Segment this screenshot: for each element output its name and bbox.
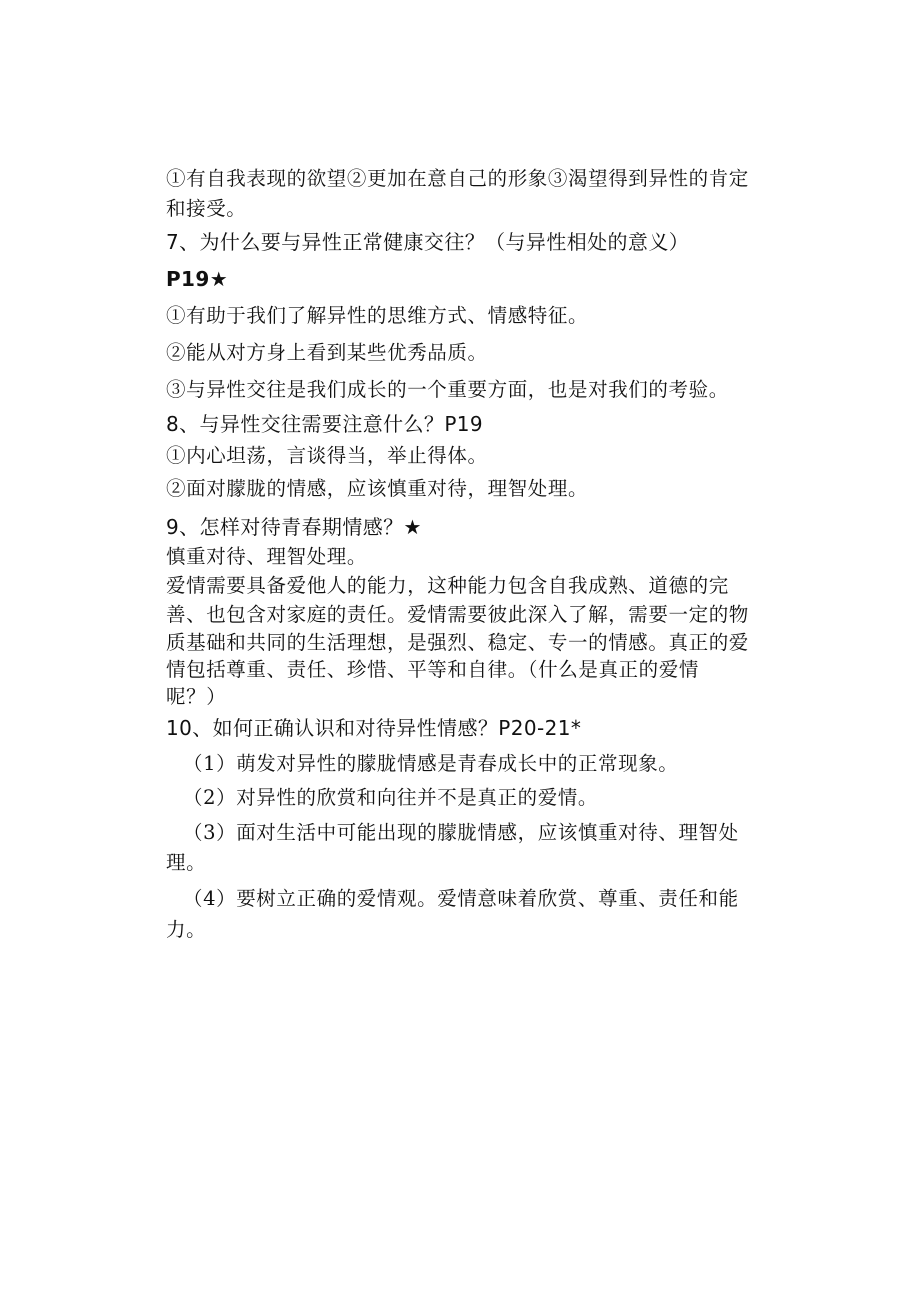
q9-paragraph-line-3: 质基础和共同的生活理想，是强烈、稳定、专一的情感。真正的爱 (166, 631, 749, 654)
q9-paragraph-line-4: 情包括尊重、责任、珍惜、平等和自律。（什么是真正的爱情 (166, 658, 699, 681)
q8-point-2: ②面对朦胧的情感，应该慎重对待，理智处理。 (166, 477, 589, 500)
q9-paragraph-line-5: 呢？） (166, 685, 227, 708)
q10-point-3: （3）面对生活中可能出现的朦胧情感，应该慎重对待、理智处 (183, 821, 739, 844)
q7-point-2: ②能从对方身上看到某些优秀品质。 (166, 341, 488, 364)
q9-paragraph-line-1: 爱情需要具备爱他人的能力，这种能力包含自我成熟、道德的完 (166, 574, 729, 597)
q10-point-2: （2）对异性的欣赏和向往并不是真正的爱情。 (183, 786, 599, 809)
q9-answer: 慎重对待、理智处理。 (166, 545, 368, 568)
q7-point-1: ①有助于我们了解异性的思维方式、情感特征。 (166, 304, 589, 327)
q9-heading: 9、怎样对待青春期情感？★ (166, 515, 422, 539)
q8-point-1: ①内心坦荡，言谈得当，举止得体。 (166, 444, 488, 467)
q6-answer-line-1: ①有自我表现的欲望②更加在意自己的形象③渴望得到异性的肯定 (166, 167, 749, 190)
q10-point-4: （4）要树立正确的爱情观。爱情意味着欣赏、尊重、责任和能 (183, 887, 739, 910)
q7-point-3: ③与异性交往是我们成长的一个重要方面，也是对我们的考验。 (166, 378, 729, 401)
q10-point-3-cont: 理。 (166, 851, 207, 874)
q8-heading: 8、与异性交往需要注意什么？P19 (166, 412, 484, 436)
q7-page-ref: P19★ (166, 267, 229, 291)
q10-point-4-cont: 力。 (166, 918, 207, 941)
q7-heading: 7、为什么要与异性正常健康交往？（与异性相处的意义） (166, 230, 690, 254)
q10-point-1: （1）萌发对异性的朦胧情感是青春成长中的正常现象。 (183, 752, 679, 775)
q10-heading: 10、如何正确认识和对待异性情感？P20-21* (166, 716, 582, 740)
q6-answer-line-2: 和接受。 (166, 197, 247, 220)
q9-paragraph-line-2: 善、也包含对家庭的责任。爱情需要彼此深入了解，需要一定的物 (166, 603, 749, 626)
